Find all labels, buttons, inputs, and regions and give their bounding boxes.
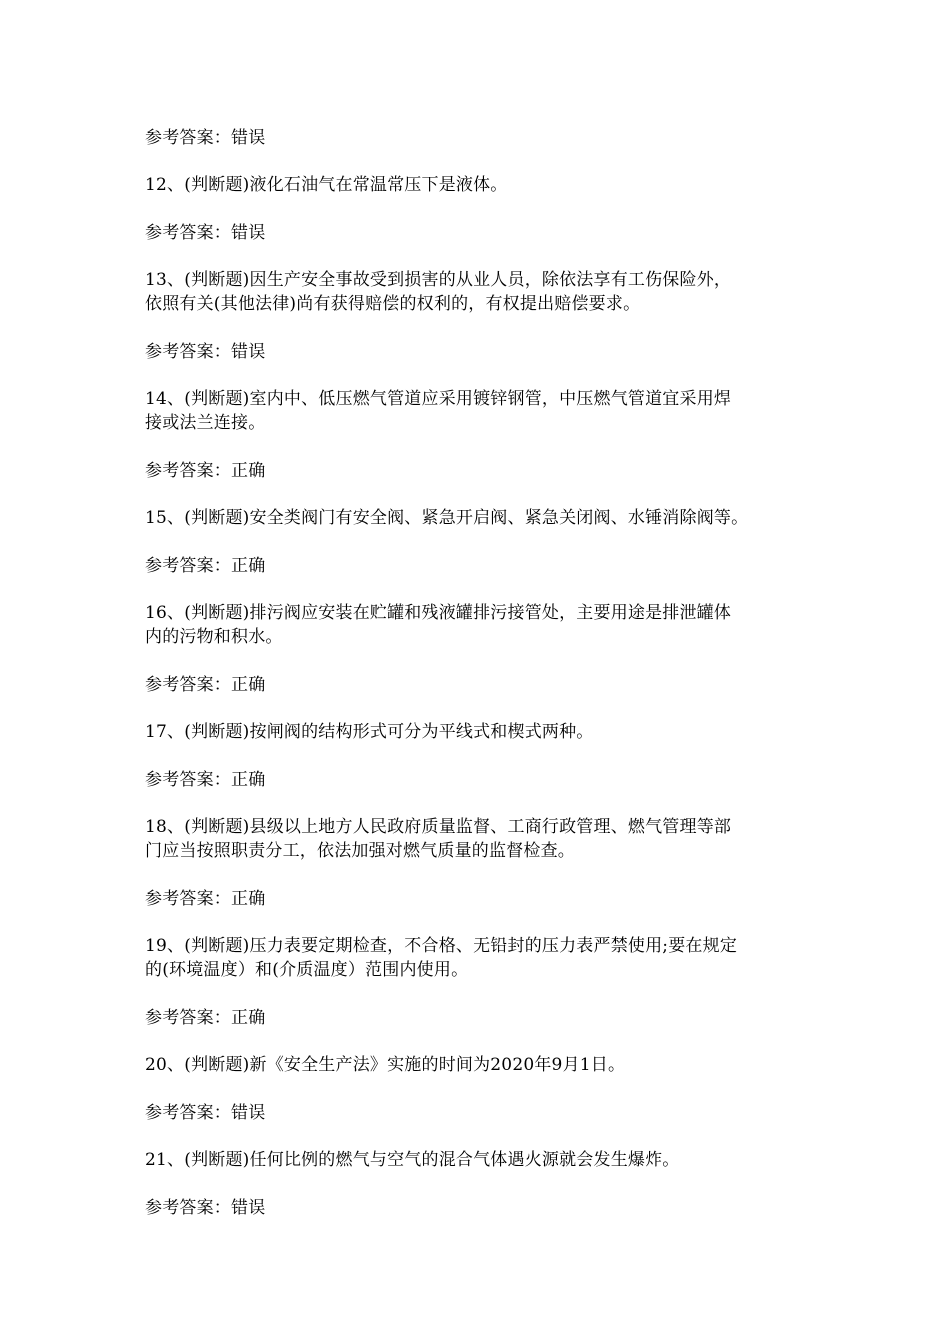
question-line: 19、(判断题)压力表要定期检查，不合格、无铅封的压力表严禁使用;要在规定 [145, 936, 738, 956]
answer-line: 参考答案：错误 [145, 342, 266, 362]
answer-line: 参考答案：正确 [145, 675, 266, 695]
question-line: 17、(判断题)按闸阀的结构形式可分为平线式和楔式两种。 [145, 722, 594, 742]
answer-line: 参考答案：正确 [145, 556, 266, 576]
question-line: 16、(判断题)排污阀应安装在贮罐和残液罐排污接管处，主要用途是排泄罐体 [145, 603, 732, 623]
question-line: 15、(判断题)安全类阀门有安全阀、紧急开启阀、紧急关闭阀、水锤消除阀等。 [145, 508, 749, 528]
question-line: 内的污物和积水。 [145, 627, 283, 647]
question-line: 13、(判断题)因生产安全事故受到损害的从业人员，除依法享有工伤保险外， [145, 270, 732, 290]
answer-line: 参考答案：错误 [145, 128, 266, 148]
question-line: 21、(判断题)任何比例的燃气与空气的混合气体遇火源就会发生爆炸。 [145, 1150, 680, 1170]
question-line: 14、(判断题)室内中、低压燃气管道应采用镀锌钢管，中压燃气管道宜采用焊 [145, 389, 732, 409]
answer-line: 参考答案：错误 [145, 1103, 266, 1123]
answer-line: 参考答案：正确 [145, 1008, 266, 1028]
answer-line: 参考答案：正确 [145, 770, 266, 790]
question-line: 12、(判断题)液化石油气在常温常压下是液体。 [145, 175, 508, 195]
question-line: 门应当按照职责分工，依法加强对燃气质量的监督检查。 [145, 841, 575, 861]
question-line: 20、(判断题)新《安全生产法》实施的时间为2020年9月1日。 [145, 1055, 626, 1075]
answer-line: 参考答案：错误 [145, 1198, 266, 1218]
question-line: 18、(判断题)县级以上地方人民政府质量监督、工商行政管理、燃气管理等部 [145, 817, 732, 837]
question-line: 的(环境温度）和(介质温度）范围内使用。 [145, 960, 469, 980]
answer-line: 参考答案：正确 [145, 889, 266, 909]
question-line: 接或法兰连接。 [145, 413, 266, 433]
answer-line: 参考答案：正确 [145, 461, 266, 481]
answer-line: 参考答案：错误 [145, 223, 266, 243]
question-line: 依照有关(其他法律)尚有获得赔偿的权利的，有权提出赔偿要求。 [145, 294, 641, 314]
